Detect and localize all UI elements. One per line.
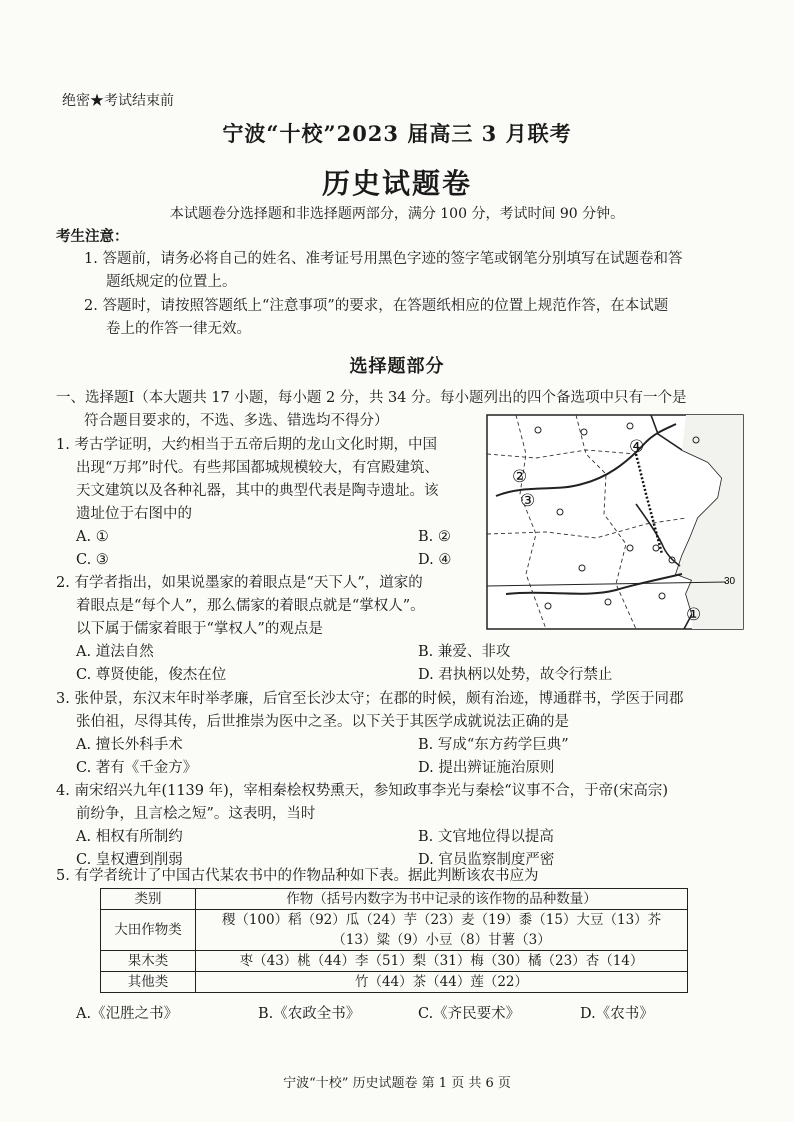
q1-option-c[interactable]: C. ③	[76, 552, 109, 568]
section-title: 选择题部分	[349, 356, 445, 377]
q3-line1: 3. 张仲景，东汉末年时举孝廉，后官至长沙太守；在郡的时候，颇有治迹，博通群书，学医于同郡	[56, 691, 684, 707]
q1-line2: 出现“万邦”时代。有些邦国都城规模较大，有宫殿建筑、	[76, 460, 439, 476]
q5-line1: 5. 有学者统计了中国古代某农书中的作物品种如下表。据此判断该农书应为	[56, 868, 539, 884]
q4-option-b[interactable]: B. 文官地位得以提高	[418, 829, 554, 845]
table-row	[101, 972, 688, 993]
notice-item-1-line1: 1. 答题前，请务必将自己的姓名、准考证号用黑色字迹的签字笔或钢笔分别填写在试题卷和答	[84, 251, 683, 267]
table-cell-category: 果木类	[101, 951, 196, 972]
table-header-category: 类别	[101, 889, 196, 910]
part-instructions-line2: 符合题目要求的，不选、多选、错选均不得分）	[84, 413, 389, 429]
latitude-label: 30	[724, 576, 736, 587]
table-cell-category: 大田作物类	[101, 910, 196, 951]
table-cell-line: 稷（100）稻（92）瓜（24）芋（23）麦（19）黍（15）大豆（13）芥	[221, 912, 662, 928]
q4-option-a[interactable]: A. 相权有所制约	[76, 829, 183, 845]
table-cell-crops	[196, 910, 688, 951]
part-instructions-line1: 一、选择题Ⅰ（本大题共 17 小题，每小题 2 分，共 34 分。每小题列出的四个备选项中只有一个是	[56, 390, 687, 406]
crop-table	[100, 888, 688, 993]
table-cell-crops: 竹（44）茶（44）莲（22）	[196, 972, 688, 993]
table-cell-line: （13）粱（9）小豆（8）甘薯（3）	[332, 932, 551, 948]
q1-option-d[interactable]: D. ④	[418, 552, 452, 568]
q5-option-b[interactable]: B.《农政全书》	[258, 1006, 361, 1022]
map-marker-2: ②	[512, 467, 528, 487]
q2-option-c[interactable]: C. 尊贤使能，俊杰在位	[76, 667, 227, 683]
confidential-label: 绝密★考试结束前	[62, 93, 174, 109]
map-marker-3: ③	[520, 491, 536, 511]
table-row	[101, 910, 688, 951]
q1-option-b[interactable]: B. ②	[418, 529, 451, 545]
subject-title: 历史试题卷	[321, 167, 472, 200]
notice-heading: 考生注意：	[56, 228, 129, 245]
exam-title: 宁波“十校”2023 届高三 3 月联考	[222, 121, 572, 146]
q2-line2: 着眼点是“每个人”，那么儒家的着眼点就是“掌权人”。	[76, 598, 425, 614]
page-footer: 宁波“十校” 历史试题卷 第 1 页 共 6 页	[283, 1076, 511, 1091]
q3-option-d[interactable]: D. 提出辨证施治原则	[418, 760, 555, 776]
q2-option-b[interactable]: B. 兼爱、非攻	[418, 644, 511, 660]
q1-option-a[interactable]: A. ①	[76, 529, 109, 545]
table-cell-crops: 枣（43）桃（44）李（51）梨（31）梅（30）橘（23）杏（14）	[196, 951, 688, 972]
map-marker-4: ④	[629, 437, 645, 457]
notice-item-1-line2: 题纸规定的位置上。	[106, 274, 237, 290]
notice-item-2-line2: 卷上的作答一律无效。	[106, 321, 251, 337]
exam-intro: 本试题卷分选择题和非选择题两部分，满分 100 分，考试时间 90 分钟。	[169, 206, 625, 222]
q2-option-a[interactable]: A. 道法自然	[76, 644, 154, 660]
q3-option-a[interactable]: A. 擅长外科手术	[76, 737, 183, 753]
q3-option-b[interactable]: B. 写成“东方药学巨典”	[418, 737, 569, 753]
q1-line4: 遗址位于右图中的	[76, 506, 192, 522]
table-header-row	[101, 889, 688, 910]
q2-line1: 2. 有学者指出，如果说墨家的着眼点是“天下人”，道家的	[56, 575, 423, 591]
q4-line2: 前纷争，且言桧之短”。这表明，当时	[76, 806, 316, 822]
q2-line3: 以下属于儒家着眼于“掌权人”的观点是	[76, 621, 323, 637]
q4-line1: 4. 南宋绍兴九年(1139 年)，宰相秦桧权势熏天，参知政事李光与秦桧“议事不合，于帝(宋高宗)	[56, 783, 668, 799]
q1-line3: 天文建筑以及各种礼器，其中的典型代表是陶寺遗址。该	[76, 483, 439, 499]
q4-option-d[interactable]: D. 官员监察制度严密	[418, 852, 555, 868]
table-cell-category: 其他类	[101, 972, 196, 993]
map-marker-1: ①	[686, 605, 702, 625]
q5-option-a[interactable]: A.《氾胜之书》	[76, 1006, 179, 1022]
table-header-crops: 作物（括号内数字为书中记录的该作物的品种数量）	[196, 889, 688, 910]
q4-option-c[interactable]: C. 皇权遭到削弱	[76, 852, 183, 868]
q5-option-c[interactable]: C.《齐民要术》	[418, 1006, 521, 1022]
q3-option-c[interactable]: C. 著有《千金方》	[76, 760, 198, 776]
q1-line1: 1. 考古学证明，大约相当于五帝后期的龙山文化时期，中国	[56, 437, 437, 453]
historical-map	[486, 414, 744, 630]
table-row	[101, 951, 688, 972]
notice-item-2-line1: 2. 答题时，请按照答题纸上“注意事项”的要求，在答题纸相应的位置上规范作答，在本试题	[84, 298, 669, 314]
q2-option-d[interactable]: D. 君执柄以处势，故令行禁止	[418, 667, 613, 683]
q5-option-d[interactable]: D.《农书》	[580, 1006, 654, 1022]
q3-line2: 张伯祖，尽得其传，后世推崇为医中之圣。以下关于其医学成就说法正确的是	[76, 714, 569, 730]
